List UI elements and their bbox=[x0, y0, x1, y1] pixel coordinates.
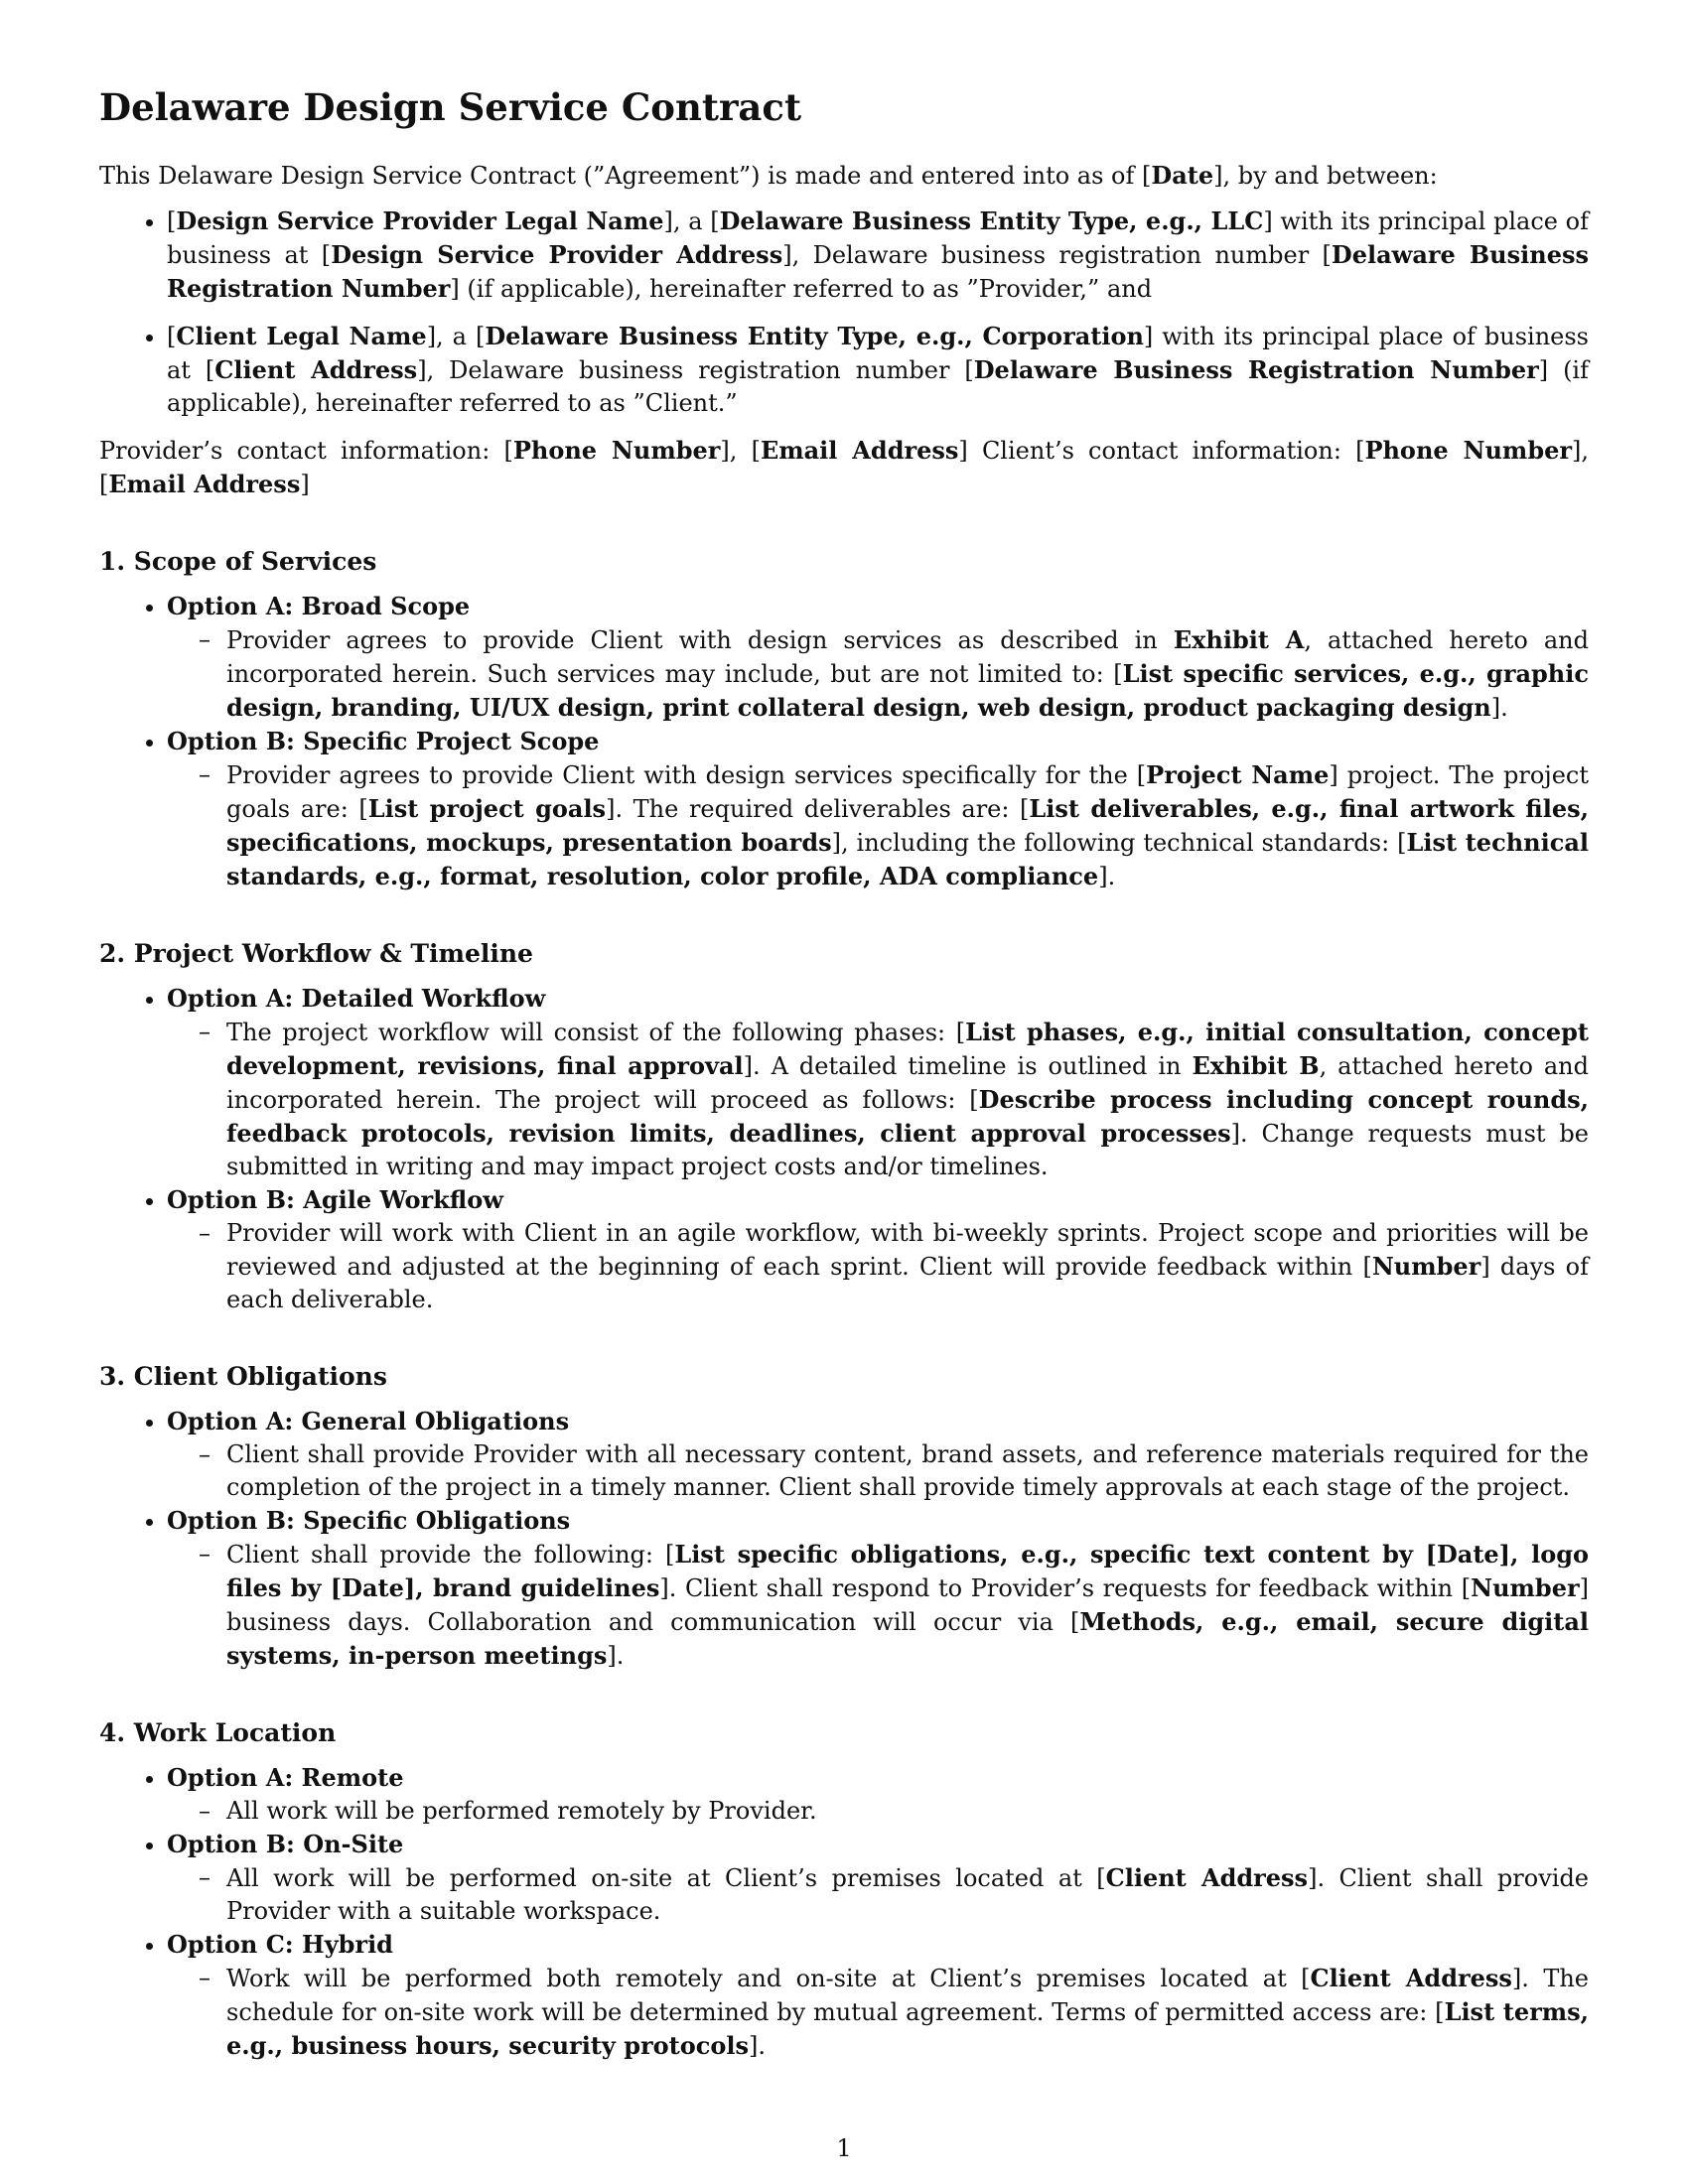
option-label: Option A: Detailed Workflow bbox=[167, 984, 546, 1014]
placeholder-field: Phone Number bbox=[1364, 436, 1573, 466]
text-run: ], Delaware business registration number [ bbox=[782, 241, 1332, 270]
option-detail-text bbox=[226, 1795, 1589, 1828]
placeholder-field: Describe process including concept rounds, feedback protocols, revision limits, deadlines, client approval processes bbox=[226, 1085, 1589, 1149]
party-provider bbox=[167, 205, 1589, 306]
text-run: ]. Client shall provide Provider with a suitable workspace. bbox=[226, 1864, 1590, 1926]
section-heading: 4. Work Location bbox=[99, 1718, 337, 1748]
text-run: ] days of each deliverable. bbox=[226, 1253, 1589, 1314]
text-run: ]. The required deliverables are: [ bbox=[606, 795, 1030, 824]
text-run: ]. bbox=[607, 1642, 625, 1671]
option-item bbox=[167, 1504, 1589, 1673]
option-detail-list bbox=[167, 1795, 1589, 1828]
page-number: 1 bbox=[836, 2134, 852, 2162]
section-4 bbox=[99, 1716, 1589, 2063]
text-run: ], a [ bbox=[663, 207, 720, 236]
placeholder-field: Design Service Provider Address bbox=[331, 240, 783, 270]
text-run: ], [ bbox=[720, 437, 761, 466]
text-run: Client shall provide Provider with all necessary content, brand assets, and reference materials required for the completion of the project in a timely manner. Client shall provide timely approvals at each stage of the project. bbox=[226, 1440, 1589, 1502]
text-run: ], [ bbox=[99, 437, 1590, 499]
placeholder-field: Email Address bbox=[108, 470, 301, 499]
contact-information bbox=[99, 434, 1589, 501]
text-run: ], by and between: bbox=[1213, 162, 1438, 191]
placeholder-field: List specific obligations, e.g., specific text content by [Date], logo files by [Date], brand guidelines bbox=[226, 1540, 1590, 1603]
option-detail-text bbox=[226, 758, 1589, 893]
text-run: Provider will work with Client in an agile workflow, with bi-weekly sprints. Project scope and priorities will be reviewed and adjusted at the beginning of each sprint. Client will provide feedback within [ bbox=[226, 1219, 1589, 1282]
text-run: ]. Change requests must be submitted in writing and may impact project costs and/or timelines. bbox=[226, 1120, 1589, 1181]
document-page bbox=[99, 85, 1589, 2107]
placeholder-field: List technical standards, e.g., format, resolution, color profile, ADA compliance bbox=[226, 828, 1589, 891]
placeholder-field: Methods, e.g., email, secure digital systems, in-person meetings bbox=[226, 1607, 1589, 1671]
text-run: [ bbox=[167, 207, 177, 236]
option-detail-list bbox=[167, 1962, 1589, 2063]
placeholder-field: List terms, e.g., business hours, security protocols bbox=[226, 1997, 1589, 2061]
option-item bbox=[167, 1405, 1589, 1504]
text-run: , attached hereto and incorporated herein. The project will proceed as follows: [ bbox=[226, 1052, 1590, 1115]
text-run: ] business days. Collaboration and communication will occur via [ bbox=[226, 1574, 1589, 1637]
text-run: The project workflow will consist of the following phases: [ bbox=[226, 1019, 966, 1047]
text-run: ]. The schedule for on-site work will be determined by mutual agreement. Terms of permitted access are: [ bbox=[226, 1965, 1589, 2027]
document-title: Delaware Design Service Contract bbox=[99, 85, 802, 129]
option-label: Option B: Agile Workflow bbox=[167, 1185, 503, 1215]
option-detail-text bbox=[226, 1962, 1589, 2063]
option-detail-text bbox=[226, 1861, 1589, 1928]
options-list bbox=[99, 1761, 1589, 2063]
text-run: ] bbox=[300, 471, 310, 499]
text-run: ], a [ bbox=[426, 323, 486, 351]
option-detail-text bbox=[226, 1217, 1589, 1316]
text-run: ] Client’s contact information: [ bbox=[958, 437, 1365, 466]
option-label: Option A: Broad Scope bbox=[167, 592, 471, 621]
text-run: ]. bbox=[1490, 694, 1508, 723]
option-detail-list bbox=[167, 1438, 1589, 1504]
option-label: Option A: Remote bbox=[167, 1763, 404, 1793]
placeholder-field: Client Address bbox=[214, 355, 418, 385]
placeholder-field: Delaware Business Registration Number bbox=[973, 355, 1539, 385]
placeholder-field: Client Legal Name bbox=[176, 322, 427, 351]
text-run: , attached hereto and incorporated herein. Such services may include, but are not limited to: [ bbox=[226, 626, 1589, 689]
option-item bbox=[167, 1928, 1589, 2063]
placeholder-field: Delaware Business Registration Number bbox=[167, 240, 1590, 304]
placeholder-field: List deliverables, e.g., final artwork files, specifications, mockups, presentation boards bbox=[226, 794, 1590, 858]
option-label: Option B: On-Site bbox=[167, 1830, 404, 1859]
section-heading: 1. Scope of Services bbox=[99, 547, 377, 577]
text-run: ] project. The project goals are: [ bbox=[226, 761, 1590, 824]
text-run: Provider’s contact information: [ bbox=[99, 437, 513, 466]
placeholder-field: List phases, e.g., initial consultation, concept development, revisions, final approval bbox=[226, 1018, 1589, 1081]
intro-paragraph bbox=[99, 159, 1589, 193]
text-run: ]. Client shall respond to Provider’s requests for feedback within [ bbox=[659, 1574, 1472, 1603]
options-list bbox=[99, 982, 1589, 1316]
placeholder-field: Delaware Business Entity Type, e.g., Corporation bbox=[485, 322, 1144, 351]
text-run: All work will be performed on-site at Client’s premises located at [ bbox=[226, 1864, 1106, 1893]
option-item bbox=[167, 1761, 1589, 1828]
option-item bbox=[167, 1828, 1589, 1928]
option-detail-list bbox=[167, 1538, 1589, 1673]
text-run: [ bbox=[167, 323, 177, 351]
option-detail-text bbox=[226, 1538, 1589, 1673]
placeholder-field: Email Address bbox=[760, 436, 959, 466]
placeholder-field: Number bbox=[1471, 1573, 1580, 1603]
option-detail-list bbox=[167, 758, 1589, 893]
party-client bbox=[167, 320, 1589, 420]
option-item bbox=[167, 590, 1589, 725]
placeholder-field: Date bbox=[1151, 161, 1214, 191]
text-run: ], Delaware business registration number [ bbox=[417, 356, 974, 385]
placeholder-field: Phone Number bbox=[512, 436, 721, 466]
section-heading: 3. Client Obligations bbox=[99, 1362, 387, 1392]
text-run: ] (if applicable), hereinafter referred to as ”Provider,” and bbox=[450, 275, 1153, 304]
option-detail-text bbox=[226, 1016, 1589, 1183]
text-run: ]. bbox=[748, 2032, 766, 2061]
text-run: Client shall provide the following: [ bbox=[226, 1541, 675, 1570]
text-run: Work will be performed both remotely and on-site at Client’s premises located at [ bbox=[226, 1965, 1311, 1993]
option-detail-text bbox=[226, 623, 1589, 725]
options-list bbox=[99, 1405, 1589, 1673]
placeholder-field: Number bbox=[1371, 1252, 1481, 1282]
section-2 bbox=[99, 937, 1589, 1316]
placeholder-field: Client Address bbox=[1105, 1863, 1309, 1893]
option-detail-text bbox=[226, 1438, 1589, 1504]
contract-sections bbox=[99, 545, 1589, 2063]
option-label: Option C: Hybrid bbox=[167, 1930, 393, 1960]
placeholder-field: List project goals bbox=[367, 794, 607, 824]
text-run: All work will be performed remotely by Provider. bbox=[226, 1797, 817, 1826]
option-detail-list bbox=[167, 623, 1589, 725]
option-item bbox=[167, 725, 1589, 893]
placeholder-field: Project Name bbox=[1146, 760, 1330, 790]
placeholder-field: List specific services, e.g., graphic design, branding, UI/UX design, print collateral design, web design, product packaging design bbox=[226, 659, 1589, 723]
text-run: ]. A detailed timeline is outlined in bbox=[743, 1052, 1193, 1081]
text-run: ], including the following technical standards: [ bbox=[831, 829, 1407, 858]
section-3 bbox=[99, 1360, 1589, 1673]
option-detail-list bbox=[167, 1016, 1589, 1183]
parties-list bbox=[99, 205, 1589, 420]
section-1 bbox=[99, 545, 1589, 893]
text-run: ]. bbox=[1098, 863, 1116, 891]
section-heading: 2. Project Workflow & Timeline bbox=[99, 939, 533, 969]
option-item bbox=[167, 982, 1589, 1183]
placeholder-field: Exhibit A bbox=[1173, 625, 1305, 655]
option-detail-list bbox=[167, 1217, 1589, 1316]
option-detail-list bbox=[167, 1861, 1589, 1928]
text-run: ] (if applicable), hereinafter referred to as ”Client.” bbox=[167, 356, 1589, 418]
text-run: Provider agrees to provide Client with design services as described in bbox=[226, 626, 1174, 655]
placeholder-field: Client Address bbox=[1310, 1964, 1512, 1993]
text-run: ] with its principal place of business at [ bbox=[167, 207, 1590, 270]
placeholder-field: Exhibit B bbox=[1192, 1051, 1320, 1081]
text-run: Provider agrees to provide Client with design services specifically for the [ bbox=[226, 761, 1147, 790]
placeholder-field: Design Service Provider Legal Name bbox=[176, 206, 664, 236]
text-run: ] with its principal place of business at [ bbox=[167, 323, 1589, 385]
text-run: This Delaware Design Service Contract (”Agreement”) is made and entered into as of [ bbox=[99, 162, 1152, 191]
placeholder-field: Delaware Business Entity Type, e.g., LLC bbox=[719, 206, 1264, 236]
option-label: Option A: General Obligations bbox=[167, 1407, 570, 1436]
options-list bbox=[99, 590, 1589, 893]
option-label: Option B: Specific Obligations bbox=[167, 1506, 571, 1536]
option-label: Option B: Specific Project Scope bbox=[167, 727, 600, 756]
option-item bbox=[167, 1183, 1589, 1316]
